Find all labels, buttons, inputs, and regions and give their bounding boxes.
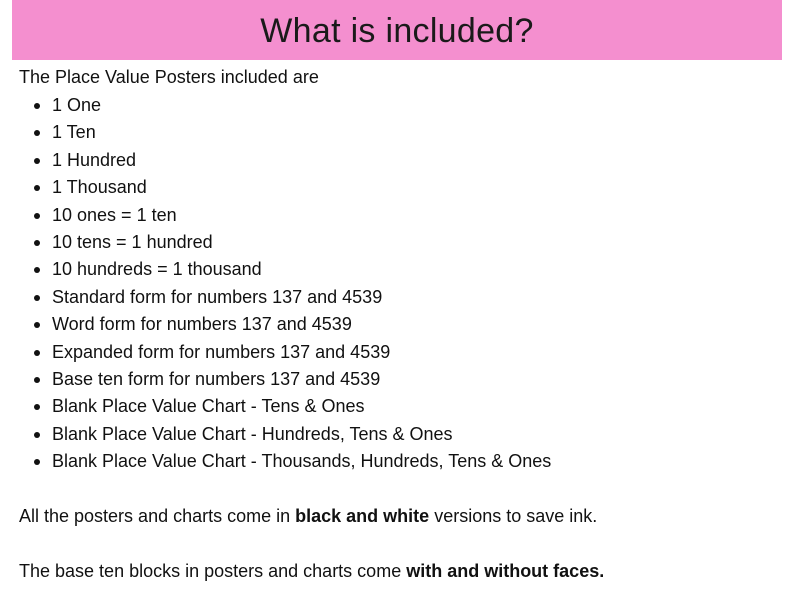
intro-text: The Place Value Posters included are (19, 67, 319, 87)
bullet-icon (34, 404, 40, 410)
list-item (19, 311, 551, 338)
ink-note (19, 505, 597, 527)
bullet-icon (34, 267, 40, 273)
list-item-label: Standard form for numbers 137 and 4539 (52, 286, 383, 307)
bullet-icon (34, 158, 40, 164)
list-item-label: Word form for numbers 137 and 4539 (52, 314, 352, 335)
page-title: What is included? (260, 11, 534, 50)
bullet-icon (34, 295, 40, 301)
list-item (19, 256, 551, 283)
list-item-label: Base ten form for numbers 137 and 4539 (52, 368, 381, 389)
bullet-icon (34, 377, 40, 383)
bullet-icon (34, 322, 40, 328)
list-item-label: Expanded form for numbers 137 and 4539 (52, 341, 391, 362)
faces-note (19, 560, 604, 582)
list-item-label: 1 Hundred (52, 149, 137, 170)
ink-note-bold: black and white (295, 506, 430, 526)
list-item (19, 421, 551, 448)
list-item (19, 339, 551, 366)
bullet-icon (34, 213, 40, 219)
list-item (19, 174, 551, 201)
header-band (12, 0, 782, 60)
bullet-icon (34, 240, 40, 246)
list-item-label: 10 ones = 1 ten (52, 204, 177, 225)
list-item-label: Blank Place Value Chart - Thousands, Hundreds, Tens & Ones (52, 451, 552, 472)
list-item (19, 92, 551, 119)
list-item-label: 1 One (52, 95, 102, 115)
ink-note-before: All the posters and charts come in (19, 506, 296, 526)
list-item (19, 147, 551, 174)
bullet-icon (34, 185, 40, 191)
bullet-icon (34, 432, 40, 438)
list-item-label: 10 tens = 1 hundred (52, 231, 213, 252)
faces-note-before: The base ten blocks in posters and charts come (19, 561, 407, 581)
bullet-icon (34, 130, 40, 136)
bullet-icon (34, 103, 40, 109)
ink-note-after: versions to save ink. (429, 506, 598, 526)
bullet-icon (34, 350, 40, 356)
list-item (19, 119, 551, 146)
list-item (19, 284, 551, 311)
list-item-label: 1 Thousand (52, 177, 147, 198)
list-item-label: Blank Place Value Chart - Hundreds, Tens & Ones (52, 423, 453, 444)
bullet-icon (34, 459, 40, 465)
list-item (19, 202, 551, 229)
list-item-label: 10 hundreds = 1 thousand (52, 259, 262, 280)
list-item-label: 1 Ten (52, 122, 96, 143)
faces-note-bold: with and without faces. (406, 561, 605, 581)
poster-list (19, 92, 551, 475)
list-item (19, 366, 551, 393)
list-item (19, 393, 551, 420)
list-item-label: Blank Place Value Chart - Tens & Ones (52, 396, 365, 417)
list-item (19, 229, 551, 256)
list-item (19, 448, 551, 475)
